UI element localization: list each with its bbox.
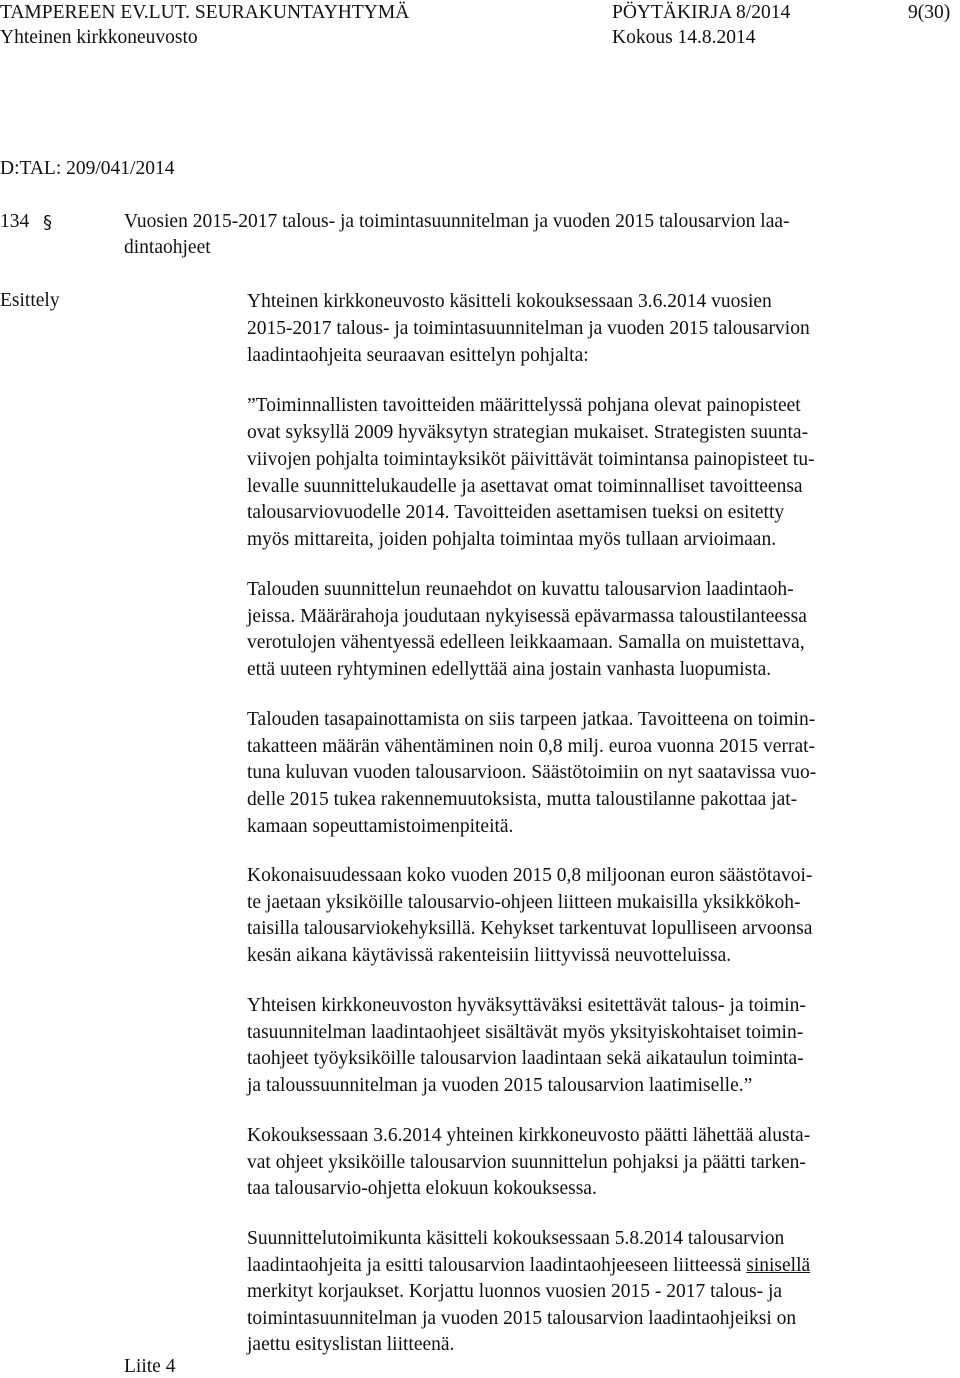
intro-line: laadintaohjeita seuraavan esittelyn pohjalta: — [247, 345, 589, 366]
quote-line: taisilla talousarviokehyksillä. Kehykset tarkentuvat lopulliseen arvoonsa — [247, 918, 813, 939]
committee-line: merkityt korjaukset. Korjattu luonnos vuosien 2015 - 2017 talous- ja — [247, 1281, 783, 1302]
item-title-line: Vuosien 2015-2017 talous- ja toimintasuunnitelman ja vuoden 2015 talousarvion laa- — [124, 211, 790, 232]
item-title-line: dintaohjeet — [124, 237, 211, 258]
quote-line: viivojen pohjalta toimintayksiköt päivittävät toimintansa painopisteet tu- — [247, 449, 815, 470]
quote-line: tasuunnitelman laadintaohjeet sisältävät myös yksityiskohtaiset toimin- — [247, 1022, 804, 1043]
quote-line: tuna kuluvan vuoden talousarvioon. Säästötoimiin on nyt saatavissa vuo- — [247, 762, 817, 783]
quote-line: kamaan sopeuttamistoimenpiteitä. — [247, 816, 514, 837]
quote-line: talousarviovuodelle 2014. Tavoitteiden asettamisen tueksi on esitetty — [247, 502, 785, 523]
quote-line: verotulojen vähentyessä edelleen leikkaamaan. Samalla on muistettava, — [247, 632, 805, 653]
quote-line: jeissa. Määrärahoja joudutaan nykyisessä epävarmassa taloustilanteessa — [247, 606, 807, 627]
header-document: PÖYTÄKIRJA 8/2014 — [612, 2, 791, 23]
intro-line: Yhteinen kirkkoneuvosto käsitteli kokouksessaan 3.6.2014 vuosien — [247, 291, 772, 312]
quote-line: Talouden tasapainottamista on siis tarpeen jatkaa. Tavoitteena on toimin- — [247, 709, 816, 730]
quote-line: Talouden suunnittelun reunaehdot on kuvattu talousarvion laadintaoh- — [247, 579, 794, 600]
decision-line: vat ohjeet yksiköille talousarvion suunnittelun pohjaksi ja päätti tarken- — [247, 1152, 806, 1173]
quote-line: delle 2015 tukea rakennemuutoksista, mutta taloustilanne pakottaa jat- — [247, 789, 798, 810]
decision-line: taa talousarvio-ohjetta elokuun kokouksessa. — [247, 1178, 597, 1199]
quote-line: Kokonaisuudessaan koko vuoden 2015 0,8 miljoonan euron säästötavoi- — [247, 865, 813, 886]
committee-line: Suunnittelutoimikunta käsitteli kokouksessaan 5.8.2014 talousarvion — [247, 1228, 785, 1249]
header-meeting-date: Kokous 14.8.2014 — [612, 27, 756, 48]
quote-line: Yhteisen kirkkoneuvoston hyväksyttäväksi esitettävät talous- ja toimin- — [247, 995, 806, 1016]
section-sign: § — [43, 212, 52, 233]
decision-line: Kokouksessaan 3.6.2014 yhteinen kirkkoneuvosto päätti lähettää alusta- — [247, 1125, 811, 1146]
header-page-number: 9(30) — [908, 2, 951, 23]
quote-line: takatteen määrän vähentäminen noin 0,8 milj. euroa vuonna 2015 verrat- — [247, 736, 816, 757]
quote-line: kesän aikana käytävissä rakenteisiin liittyvissä neuvotteluissa. — [247, 945, 732, 966]
committee-line: toimintasuunnitelman ja vuoden 2015 talousarvion laadintaohjeiksi on — [247, 1308, 797, 1329]
quote-line: taohjeet työyksiköille talousarvion laadintaan sekä aikataulun toiminta- — [247, 1048, 804, 1069]
quote-line: te jaetaan yksiköille talousarvio-ohjeen liitteen mukaisilla yksikkökoh- — [247, 892, 801, 913]
header-organization: TAMPEREEN EV.LUT. SEURAKUNTAYHTYMÄ — [0, 2, 410, 23]
quote-line: ja taloussuunnitelman ja vuoden 2015 talousarvion laatimiselle.” — [247, 1075, 753, 1096]
intro-line: 2015-2017 talous- ja toimintasuunnitelman ja vuoden 2015 talousarvion — [247, 318, 810, 339]
quote-line: myös mittareita, joiden pohjalta toimintaa myös tullaan arvioimaan. — [247, 529, 777, 550]
item-number: 134 — [0, 211, 30, 232]
section-label-esittely: Esittely — [0, 290, 60, 311]
quote-line: että uuteen ryhtyminen edellyttää aina jostain vanhasta luopumista. — [247, 659, 772, 680]
case-number: D:TAL: 209/041/2014 — [0, 158, 175, 179]
header-body: Yhteinen kirkkoneuvosto — [0, 27, 198, 48]
quote-line: ”Toiminnallisten tavoitteiden määrittelyssä pohjana olevat painopisteet — [247, 395, 801, 416]
committee-line — [247, 1254, 810, 1278]
quote-line: levalle suunnittelukaudelle ja asettavat omat toiminnalliset tavoitteensa — [247, 476, 803, 497]
quote-line: ovat syksyllä 2009 hyväksytyn strategian mukaiset. Strategisten suunta- — [247, 422, 809, 443]
committee-line-text: laadintaohjeita ja esitti talousarvion laadintaohjeeseen liitteessä — [247, 1255, 747, 1276]
highlight-color-reference: sinisellä — [746, 1255, 811, 1276]
attachment-label: Liite 4 — [124, 1356, 176, 1377]
committee-line: jaettu esityslistan liitteenä. — [247, 1334, 455, 1355]
